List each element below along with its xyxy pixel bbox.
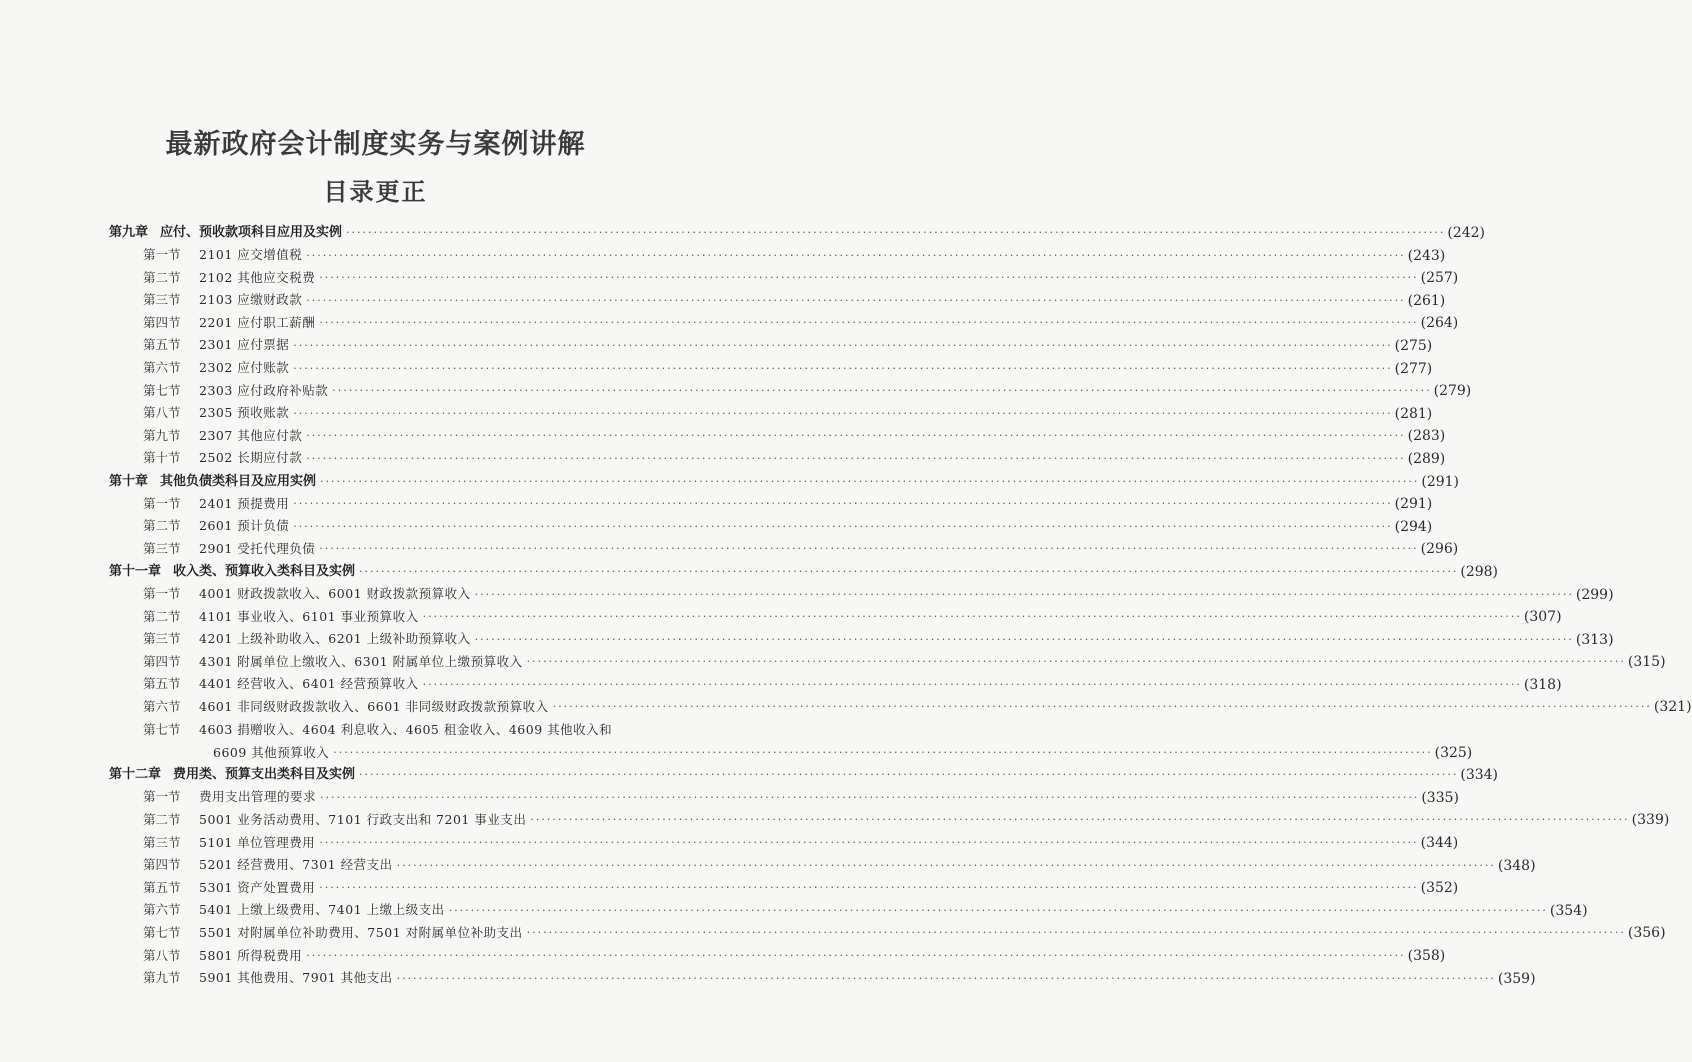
page-number: (275) (1394, 337, 1433, 354)
section-title: 5501 对附属单位补助费用、7501 对附属单位补助支出 (199, 924, 523, 940)
section-title: 费用支出管理的要求 (199, 789, 317, 805)
toc-section-row (0, 493, 1433, 516)
section-title: 4601 非同级财政拨款收入、6601 非同级财政拨款预算收入 (199, 698, 549, 714)
toc-entry-label (143, 719, 612, 743)
dot-leader: ········································································································································································································ (474, 632, 1574, 646)
toc-entry-label (143, 786, 316, 810)
chapter-number: 第十一章 (109, 563, 162, 579)
section-title: 2303 应付政府补贴款 (199, 382, 329, 398)
section-title: 2901 受托代理负债 (199, 540, 316, 556)
dot-leader: ········································································································································································································ (306, 248, 1406, 262)
section-number: 第三节 (143, 540, 181, 556)
toc-entry-label (143, 244, 302, 268)
dot-leader: ········································································································································································································ (319, 881, 1419, 895)
toc-entry-label (143, 899, 445, 923)
page-number: (344) (1420, 835, 1459, 852)
page-number: (334) (1460, 767, 1499, 784)
page-number: (257) (1420, 270, 1459, 287)
section-number: 第九节 (143, 427, 181, 443)
section-number: 第二节 (143, 811, 181, 827)
toc-entry-label (143, 402, 289, 426)
toc-section-row (0, 787, 1459, 810)
toc-section-row (0, 742, 1473, 765)
section-title: 4301 附属单位上缴收入、6301 附属单位上缴预算收入 (199, 653, 523, 669)
toc-entry-label (143, 854, 393, 878)
dot-leader: ········································································································································································································ (293, 519, 1393, 533)
page-number: (315) (1627, 654, 1666, 671)
section-number: 第六节 (143, 360, 181, 376)
toc-entry-label (143, 877, 315, 901)
page-number: (264) (1420, 315, 1459, 332)
section-title: 4201 上级补助收入、6201 上级补助预算收入 (199, 631, 471, 647)
toc-section-row (0, 674, 1562, 697)
page-number: (318) (1523, 676, 1562, 693)
page-number: (298) (1460, 563, 1499, 580)
section-number: 第五节 (143, 676, 181, 692)
section-number: 第五节 (143, 337, 181, 353)
page-number: (296) (1420, 541, 1459, 558)
section-number: 第六节 (143, 698, 181, 714)
section-title: 4101 事业收入、6101 事业预算收入 (199, 608, 419, 624)
toc-entry-label (143, 493, 289, 517)
section-title: 2601 预计负债 (199, 518, 290, 534)
toc-section-row (0, 832, 1459, 855)
dot-leader: ········································································································································································································ (448, 903, 1548, 917)
section-number: 第二节 (143, 269, 181, 285)
section-number: 第六节 (143, 902, 181, 918)
section-number: 第一节 (143, 495, 181, 511)
section-number: 第八节 (143, 405, 181, 421)
section-title: 2502 长期应付款 (199, 450, 303, 466)
toc-section-row (0, 606, 1562, 629)
toc-chapter-row (0, 764, 1499, 787)
dot-leader: ········································································································································································································ (306, 293, 1406, 307)
toc-section-row (0, 945, 1446, 968)
toc-section-row (0, 584, 1614, 607)
section-number: 第三节 (143, 834, 181, 850)
page-number: (339) (1631, 812, 1670, 829)
chapter-title: 费用类、预算支出类科目及实例 (173, 767, 356, 783)
section-number: 第二节 (143, 608, 181, 624)
page-number: (359) (1497, 970, 1536, 987)
toc-entry-label (143, 628, 471, 652)
dot-leader: ········································································································································································································ (526, 655, 1626, 669)
dot-leader: ········································································································································································································ (530, 813, 1630, 827)
page-number: (356) (1627, 925, 1666, 942)
section-number: 第二节 (143, 518, 181, 534)
dot-leader: ········································································································································································································ (320, 790, 1420, 804)
toc-section-row (0, 922, 1666, 945)
chapter-title: 应付、预收款项科目应用及实例 (160, 225, 343, 240)
chapter-title: 收入类、预算收入类科目及实例 (173, 563, 356, 579)
section-title: 4001 财政拨款收入、6001 财政拨款预算收入 (199, 586, 471, 601)
section-number: 第四节 (143, 314, 181, 330)
section-title: 2201 应付职工薪酬 (199, 314, 316, 330)
toc-section-row (0, 267, 1459, 290)
toc-entry-label (143, 267, 315, 291)
page-number: (321) (1653, 699, 1692, 716)
section-number: 第四节 (143, 857, 181, 873)
dot-leader: ········································································································································································································ (306, 429, 1406, 443)
toc-section-row (0, 651, 1666, 674)
dot-leader: ········································································································································································································ (474, 587, 1574, 601)
chapter-number: 第九章 (109, 225, 149, 240)
toc-entry-label (143, 334, 289, 358)
dot-leader: ········································································································································································································ (422, 677, 1522, 691)
chapter-number: 第十二章 (109, 767, 162, 783)
section-number: 第八节 (143, 947, 181, 963)
toc-entry-label (143, 538, 315, 562)
page-number: (291) (1421, 473, 1460, 490)
dot-leader: ········································································································································································································ (359, 768, 1459, 782)
page-number: (289) (1407, 450, 1446, 467)
table-of-contents (0, 222, 1692, 990)
section-title: 2302 应付账款 (199, 360, 290, 376)
toc-entry-label (143, 967, 393, 991)
section-number: 第九节 (143, 970, 181, 986)
toc-entry-label (143, 696, 549, 720)
toc-section-row (0, 403, 1433, 426)
toc-entry-label (143, 651, 523, 675)
section-title: 5801 所得税费用 (199, 947, 303, 963)
section-number: 第三节 (143, 631, 181, 647)
section-title: 2103 应缴财政款 (199, 292, 303, 308)
toc-section-row (0, 877, 1459, 900)
section-title: 2401 预提费用 (199, 495, 290, 511)
toc-entry-label (213, 742, 329, 765)
toc-section-row (0, 696, 1692, 719)
toc-entry-label (109, 764, 355, 787)
toc-entry-label (143, 289, 302, 313)
toc-chapter-row (0, 222, 1486, 245)
section-title: 5301 资产处置费用 (199, 879, 316, 895)
dot-leader: ········································································································································································································ (306, 451, 1406, 465)
section-title: 2301 应付票据 (199, 337, 290, 353)
dot-leader: ········································································································································································································ (552, 700, 1652, 714)
dot-leader: ········································································································································································································ (293, 361, 1393, 375)
section-title: 2305 预收账款 (199, 405, 290, 421)
toc-section-row (0, 290, 1446, 313)
page-number: (242) (1447, 225, 1486, 241)
section-title: 2101 应交增值税 (199, 247, 303, 263)
dot-leader: ········································································································································································································ (422, 610, 1522, 624)
toc-section-row (0, 448, 1446, 471)
page-number: (291) (1394, 496, 1433, 513)
page-number: (277) (1394, 360, 1433, 377)
toc-entry-label (143, 922, 523, 946)
page-number: (283) (1407, 428, 1446, 445)
dot-leader: ········································································································································································································ (526, 926, 1626, 940)
page-number: (279) (1433, 383, 1472, 400)
section-number: 第一节 (143, 789, 181, 805)
toc-section-row (0, 629, 1614, 652)
dot-leader: ········································································································································································································ (293, 338, 1393, 352)
dot-leader: ········································································································································································································ (293, 497, 1393, 511)
section-title: 5901 其他费用、7901 其他支出 (199, 970, 393, 986)
toc-section-row (0, 719, 751, 742)
section-number: 第七节 (143, 382, 181, 398)
dot-leader: ········································································································································································································ (333, 745, 1433, 759)
section-title: 6609 其他预算收入 (213, 744, 330, 760)
toc-entry-label (143, 606, 419, 630)
dot-leader: ········································································································································································································ (319, 271, 1419, 285)
dot-leader: ········································································································································································································ (319, 316, 1419, 330)
toc-entry-label (143, 809, 526, 833)
section-number: 第四节 (143, 653, 181, 669)
toc-section-row (0, 855, 1536, 878)
toc-section-row (0, 312, 1459, 335)
toc-section-row (0, 335, 1433, 358)
page-number: (313) (1575, 631, 1614, 648)
toc-section-row (0, 968, 1536, 991)
section-number: 第七节 (143, 721, 181, 737)
toc-entry-label (109, 471, 316, 494)
toc-section-row (0, 516, 1433, 539)
page-number: (243) (1407, 247, 1446, 264)
section-title: 4401 经营收入、6401 经营预算收入 (199, 676, 419, 692)
page-number: (325) (1434, 744, 1473, 761)
dot-leader: ········································································································································································································ (306, 949, 1406, 962)
toc-entry-label (109, 222, 342, 245)
section-number: 第三节 (143, 292, 181, 308)
page-number: (354) (1549, 902, 1588, 919)
toc-entry-label (143, 583, 471, 607)
toc-entry-label (143, 425, 302, 449)
page-number: (294) (1394, 518, 1433, 535)
dot-leader: ········································································································································································································ (293, 406, 1393, 420)
toc-entry-label (143, 673, 419, 697)
section-number: 第十节 (143, 450, 181, 466)
section-title: 2307 其他应付款 (199, 427, 303, 443)
dot-leader: ········································································································································································································ (320, 474, 1420, 488)
chapter-number: 第十章 (109, 473, 149, 489)
toc-entry-label (143, 945, 302, 969)
section-title: 5101 单位管理费用 (199, 834, 316, 850)
page-number: (281) (1394, 405, 1433, 422)
section-number: 第七节 (143, 924, 181, 940)
section-title: 5201 经营费用、7301 经营支出 (199, 857, 393, 873)
toc-chapter-row (0, 561, 1499, 584)
toc-entry-label (143, 357, 289, 381)
toc-entry-label (143, 312, 315, 336)
page-number: (352) (1420, 880, 1459, 897)
toc-entry-label (143, 380, 328, 404)
dot-leader: ········································································································································································································ (396, 858, 1496, 872)
toc-section-row (0, 538, 1459, 561)
section-title: 4603 捐赠收入、4604 利息收入、4605 租金收入、4609 其他收入和 (199, 721, 613, 737)
page-number: (261) (1407, 292, 1446, 309)
section-number: 第五节 (143, 879, 181, 895)
chapter-title: 其他负债类科目及应用实例 (160, 473, 317, 489)
page-number: (335) (1421, 789, 1459, 806)
book-title: 最新政府会计制度实务与案例讲解 (165, 129, 586, 160)
section-title: 2102 其他应交税费 (199, 269, 316, 285)
dot-leader: ········································································································································································································ (346, 226, 1446, 239)
toc-section-row (0, 245, 1446, 268)
section-number: 第一节 (143, 586, 181, 601)
toc-section-row (0, 380, 1472, 403)
page-number: (299) (1575, 586, 1614, 603)
toc-section-row (0, 900, 1588, 923)
toc-section-row (0, 809, 1670, 832)
toc-section-row (0, 358, 1433, 381)
dot-leader: ········································································································································································································ (319, 542, 1419, 556)
toc-entry-label (143, 515, 289, 539)
toc-section-row (0, 425, 1446, 448)
toc-entry-label (109, 561, 355, 584)
toc-entry-label (143, 832, 315, 856)
section-title: 5401 上缴上级费用、7401 上缴上级支出 (199, 902, 445, 918)
section-number: 第一节 (143, 247, 181, 263)
page-number: (307) (1523, 609, 1562, 626)
page-number: (348) (1497, 857, 1536, 874)
dot-leader: ········································································································································································································ (396, 971, 1496, 985)
page-subtitle: 目录更正 (323, 178, 428, 206)
dot-leader: ········································································································································································································ (359, 564, 1459, 578)
page-number: (358) (1407, 948, 1446, 964)
dot-leader: ········································································································································································································ (319, 836, 1419, 850)
dot-leader: ········································································································································································································ (332, 384, 1432, 398)
section-title: 5001 业务活动费用、7101 行政支出和 7201 事业支出 (199, 811, 527, 827)
toc-chapter-row (0, 471, 1460, 494)
toc-entry-label (143, 447, 302, 471)
